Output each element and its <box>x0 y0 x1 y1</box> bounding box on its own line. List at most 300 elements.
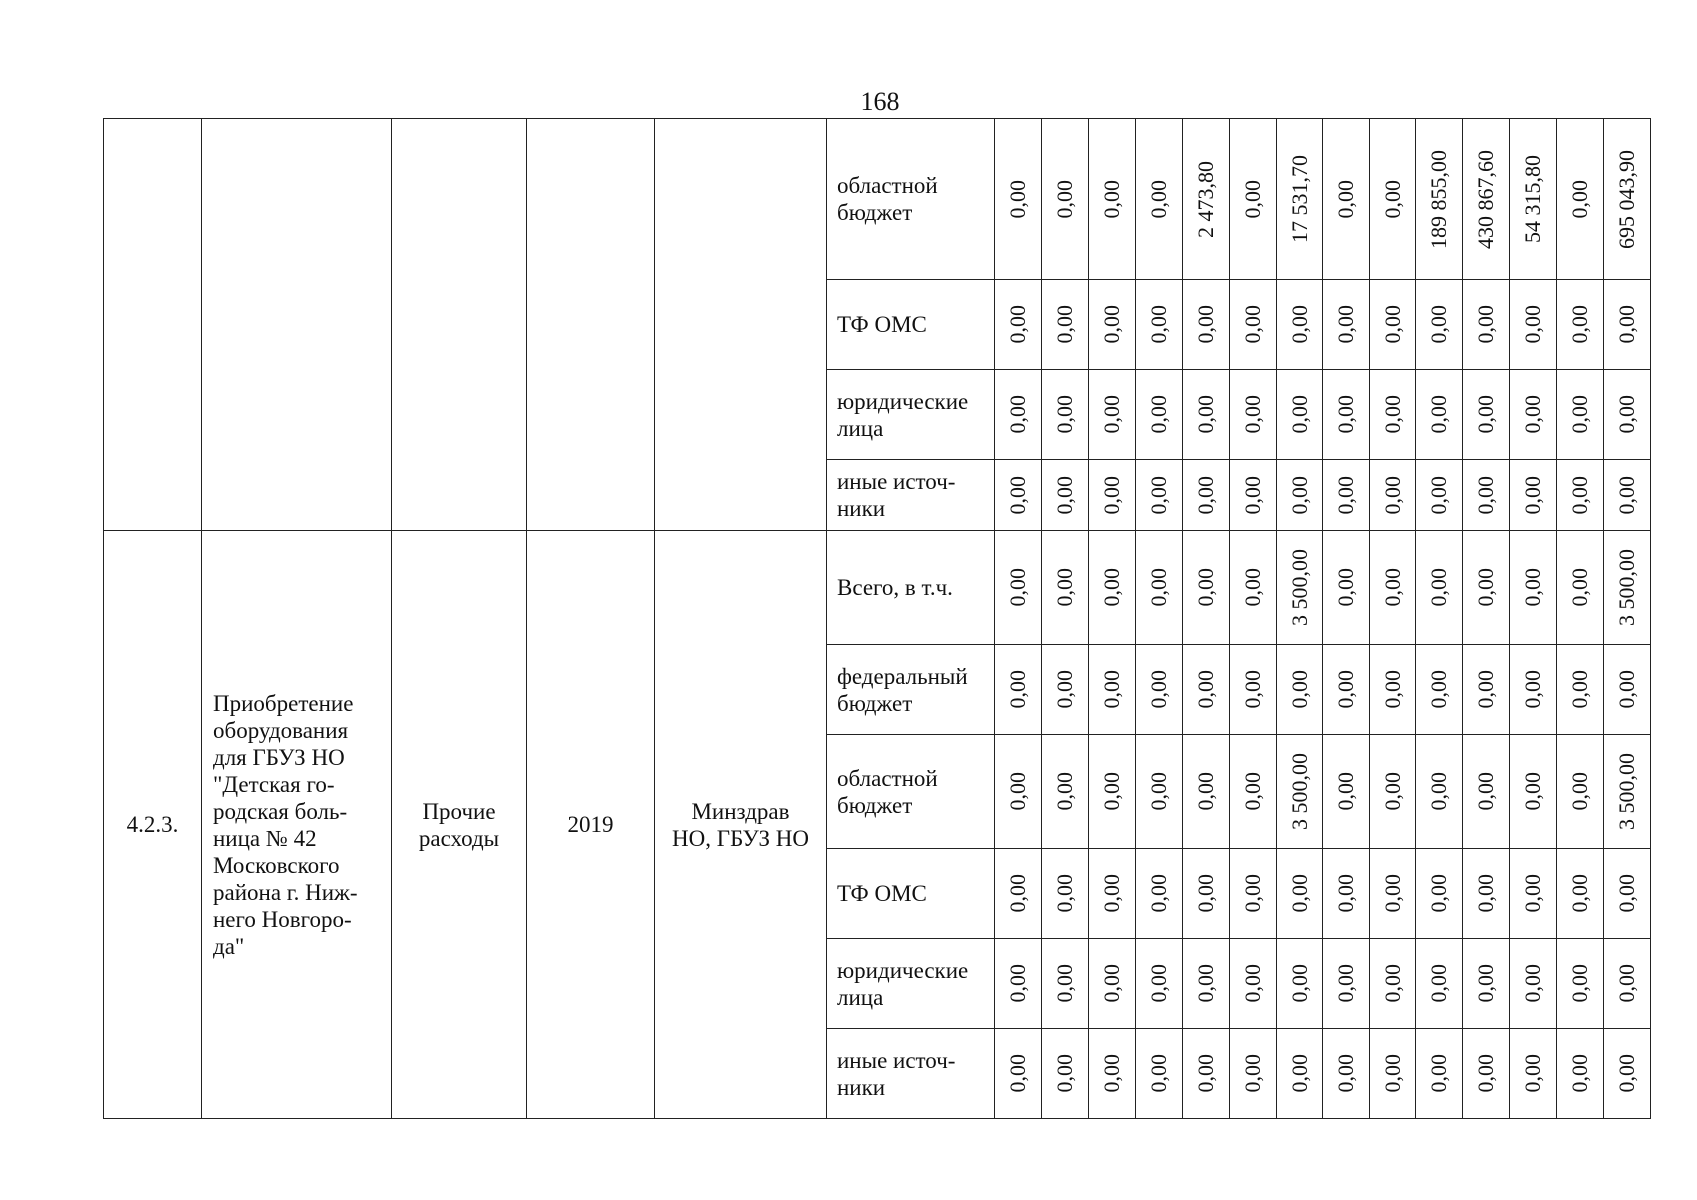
amount-cell <box>1370 645 1416 735</box>
amount-value: 0,00 <box>1567 670 1592 709</box>
amount-value: 0,00 <box>1286 305 1312 344</box>
amount-cell <box>995 939 1042 1029</box>
amount-value: 0,00 <box>1052 179 1077 219</box>
amount-value: 0,00 <box>1240 1054 1265 1093</box>
table-row <box>104 531 1651 645</box>
year-cell <box>527 531 655 1119</box>
amount-cell <box>1323 1029 1370 1119</box>
amount-cell <box>1136 119 1183 280</box>
amount-cell <box>995 119 1042 280</box>
amount-value: 0,00 <box>1473 475 1498 515</box>
amount-value: 0,00 <box>1614 1054 1639 1093</box>
amount-value: 2 473,80 <box>1193 160 1218 238</box>
amount-value: 0,00 <box>1052 772 1077 811</box>
amount-value: 0,00 <box>1099 1054 1124 1093</box>
amount-cell <box>1416 280 1463 370</box>
amount-value: 0,00 <box>1286 874 1312 913</box>
expense-type: Прочие расходы <box>418 798 500 851</box>
amount-cell <box>1510 1029 1557 1119</box>
amount-value: 0,00 <box>1473 568 1498 607</box>
amount-value: 0,00 <box>1240 874 1265 913</box>
amount-cell <box>1277 645 1323 735</box>
item-number: 4.2.3. <box>126 812 179 837</box>
empty-merged-cell <box>392 119 527 531</box>
amount-value: 0,00 <box>1379 568 1405 607</box>
amount-cell <box>1370 119 1416 280</box>
amount-cell <box>1136 645 1183 735</box>
amount-value: 0,00 <box>1193 568 1218 607</box>
amount-cell <box>1510 645 1557 735</box>
empty-merged-cell <box>527 119 655 531</box>
amount-cell <box>1604 939 1651 1029</box>
funding-source-label: ТФ ОМС <box>837 312 927 337</box>
amount-cell <box>1604 849 1651 939</box>
amount-value: 54 315,80 <box>1520 155 1545 243</box>
amount-cell <box>1604 735 1651 849</box>
amount-cell <box>1136 370 1183 460</box>
amount-cell <box>1323 531 1370 645</box>
amount-value: 0,00 <box>1240 395 1265 434</box>
amount-cell <box>1230 849 1277 939</box>
amount-cell <box>1557 460 1604 531</box>
amount-cell <box>1370 1029 1416 1119</box>
year: 2019 <box>567 812 614 837</box>
amount-value: 0,00 <box>1520 772 1545 811</box>
amount-cell <box>1230 645 1277 735</box>
amount-value: 0,00 <box>1520 305 1545 344</box>
amount-value: 0,00 <box>1005 964 1030 1003</box>
amount-cell <box>995 849 1042 939</box>
amount-cell <box>1416 939 1463 1029</box>
amount-cell <box>1557 531 1604 645</box>
amount-value: 0,00 <box>1567 395 1592 434</box>
amount-cell <box>995 280 1042 370</box>
amount-value: 0,00 <box>1193 772 1218 811</box>
amount-value: 0,00 <box>1099 179 1124 219</box>
amount-cell <box>1136 531 1183 645</box>
amount-value: 0,00 <box>1099 475 1124 515</box>
amount-cell <box>1557 735 1604 849</box>
amount-cell <box>1136 280 1183 370</box>
amount-value: 0,00 <box>1099 772 1124 811</box>
amount-cell <box>1183 119 1230 280</box>
amount-value: 0,00 <box>1567 1054 1592 1093</box>
amount-cell <box>1089 280 1136 370</box>
amount-cell <box>1230 460 1277 531</box>
amount-cell <box>1136 1029 1183 1119</box>
funding-source-cell <box>827 735 995 849</box>
amount-value: 0,00 <box>1052 475 1077 515</box>
amount-cell <box>1510 531 1557 645</box>
amount-value: 0,00 <box>1567 475 1592 515</box>
amount-value: 17 531,70 <box>1286 155 1312 243</box>
amount-value: 0,00 <box>1240 305 1265 344</box>
amount-value: 0,00 <box>1099 670 1124 709</box>
amount-cell <box>1089 1029 1136 1119</box>
amount-cell <box>1323 939 1370 1029</box>
amount-cell <box>1370 370 1416 460</box>
amount-cell <box>1183 735 1230 849</box>
amount-cell <box>1277 735 1323 849</box>
amount-value: 0,00 <box>1426 475 1451 515</box>
amount-value: 0,00 <box>1520 568 1545 607</box>
amount-cell <box>1604 645 1651 735</box>
amount-cell <box>1463 1029 1510 1119</box>
amount-cell <box>1510 939 1557 1029</box>
amount-value: 0,00 <box>1005 670 1030 709</box>
amount-value: 0,00 <box>1426 568 1451 607</box>
amount-cell <box>1416 645 1463 735</box>
amount-value: 0,00 <box>1473 670 1498 709</box>
amount-value: 0,00 <box>1379 772 1405 811</box>
funding-source-label: федеральный бюджет <box>837 663 968 716</box>
amount-value: 0,00 <box>1146 772 1171 811</box>
amount-value: 0,00 <box>1333 1054 1358 1093</box>
amount-value: 3 500,00 <box>1614 549 1639 626</box>
amount-value: 3 500,00 <box>1286 753 1312 830</box>
amount-value: 0,00 <box>1426 964 1451 1003</box>
amount-cell <box>995 645 1042 735</box>
amount-cell <box>1604 370 1651 460</box>
amount-cell <box>1510 119 1557 280</box>
amount-value: 0,00 <box>1614 305 1639 344</box>
amount-value: 0,00 <box>1240 670 1265 709</box>
executor-cell <box>655 531 827 1119</box>
amount-value: 3 500,00 <box>1286 549 1312 626</box>
amount-cell <box>1557 1029 1604 1119</box>
amount-value: 0,00 <box>1240 964 1265 1003</box>
page-number: 168 <box>860 87 900 116</box>
amount-cell <box>1557 119 1604 280</box>
amount-value: 0,00 <box>1520 475 1545 515</box>
amount-value: 0,00 <box>1052 305 1077 344</box>
empty-merged-cell <box>104 119 202 531</box>
amount-value: 0,00 <box>1333 568 1358 607</box>
amount-cell <box>1370 460 1416 531</box>
amount-value: 695 043,90 <box>1614 149 1639 249</box>
amount-cell <box>1370 849 1416 939</box>
amount-value: 0,00 <box>1052 670 1077 709</box>
amount-value: 0,00 <box>1520 670 1545 709</box>
amount-cell <box>1042 460 1089 531</box>
amount-cell <box>1089 119 1136 280</box>
amount-value: 0,00 <box>1614 964 1639 1003</box>
funding-source-cell <box>827 645 995 735</box>
amount-value: 0,00 <box>1146 179 1171 219</box>
amount-cell <box>1230 531 1277 645</box>
amount-value: 0,00 <box>1005 874 1030 913</box>
amount-cell <box>1370 939 1416 1029</box>
amount-cell <box>1557 645 1604 735</box>
amount-cell <box>1510 370 1557 460</box>
amount-value: 0,00 <box>1193 395 1218 434</box>
amount-value: 0,00 <box>1099 568 1124 607</box>
amount-value: 0,00 <box>1473 395 1498 434</box>
amount-value: 0,00 <box>1193 1054 1218 1093</box>
amount-cell <box>1183 280 1230 370</box>
amount-cell <box>1463 119 1510 280</box>
funding-source-cell <box>827 119 995 280</box>
amount-value: 0,00 <box>1286 964 1312 1003</box>
amount-value: 0,00 <box>1333 874 1358 913</box>
funding-source-cell <box>827 460 995 531</box>
amount-value: 0,00 <box>1146 568 1171 607</box>
amount-value: 0,00 <box>1052 964 1077 1003</box>
amount-cell <box>1230 1029 1277 1119</box>
amount-cell <box>1277 531 1323 645</box>
amount-value: 3 500,00 <box>1614 753 1639 830</box>
amount-value: 0,00 <box>1426 395 1451 434</box>
amount-value: 0,00 <box>1614 395 1639 434</box>
amount-cell <box>1183 370 1230 460</box>
amount-cell <box>1183 939 1230 1029</box>
amount-cell <box>1323 280 1370 370</box>
funding-source-label: иные источ- ники <box>837 469 956 521</box>
amount-value: 0,00 <box>1567 964 1592 1003</box>
amount-cell <box>1089 849 1136 939</box>
amount-value: 0,00 <box>1146 475 1171 515</box>
amount-cell <box>1042 645 1089 735</box>
amount-cell <box>1604 460 1651 531</box>
amount-value: 0,00 <box>1005 772 1030 811</box>
funding-source-label: юридические лица <box>837 957 969 1010</box>
amount-cell <box>1042 370 1089 460</box>
funding-source-label: областной бюджет <box>837 173 938 225</box>
amount-cell <box>1510 280 1557 370</box>
amount-value: 0,00 <box>1286 475 1312 515</box>
amount-value: 0,00 <box>1146 1054 1171 1093</box>
amount-cell <box>995 1029 1042 1119</box>
amount-value: 0,00 <box>1333 179 1358 219</box>
amount-value: 0,00 <box>1473 874 1498 913</box>
amount-value: 0,00 <box>1052 874 1077 913</box>
amount-value: 0,00 <box>1379 395 1405 434</box>
amount-cell <box>1277 849 1323 939</box>
amount-value: 0,00 <box>1567 874 1592 913</box>
amount-value: 0,00 <box>1614 874 1639 913</box>
amount-cell <box>1042 531 1089 645</box>
amount-cell <box>1604 119 1651 280</box>
amount-cell <box>1277 119 1323 280</box>
amount-cell <box>1230 280 1277 370</box>
amount-value: 0,00 <box>1567 179 1592 219</box>
amount-value: 0,00 <box>1005 395 1030 434</box>
amount-value: 0,00 <box>1333 964 1358 1003</box>
amount-value: 0,00 <box>1379 305 1405 344</box>
amount-cell <box>1463 849 1510 939</box>
amount-cell <box>1042 280 1089 370</box>
amount-cell <box>1042 119 1089 280</box>
amount-value: 0,00 <box>1099 395 1124 434</box>
funding-source-cell <box>827 280 995 370</box>
amount-cell <box>1183 645 1230 735</box>
amount-value: 0,00 <box>1240 772 1265 811</box>
amount-cell <box>1089 735 1136 849</box>
amount-cell <box>1183 531 1230 645</box>
item-name: Приобретение оборудования для ГБУЗ НО "Детская го- родская боль- ница № 42 Московского района г. Ниж- него Новгоро- да" <box>213 690 358 959</box>
amount-value: 0,00 <box>1005 1054 1030 1093</box>
amount-cell <box>1089 460 1136 531</box>
amount-cell <box>995 531 1042 645</box>
amount-cell <box>1136 460 1183 531</box>
amount-cell <box>1604 280 1651 370</box>
amount-cell <box>1042 1029 1089 1119</box>
amount-cell <box>1416 735 1463 849</box>
amount-cell <box>1089 370 1136 460</box>
amount-cell <box>995 735 1042 849</box>
amount-value: 0,00 <box>1193 475 1218 515</box>
amount-cell <box>1230 370 1277 460</box>
amount-value: 0,00 <box>1099 305 1124 344</box>
item-name-cell <box>202 531 392 1119</box>
budget-table-body <box>104 119 1651 1119</box>
amount-value: 0,00 <box>1379 1054 1405 1093</box>
budget-table <box>103 118 1651 1119</box>
amount-cell <box>1323 460 1370 531</box>
amount-value: 0,00 <box>1473 964 1498 1003</box>
amount-cell <box>1416 460 1463 531</box>
amount-value: 0,00 <box>1146 874 1171 913</box>
funding-source-cell <box>827 531 995 645</box>
amount-cell <box>1230 939 1277 1029</box>
funding-source-label: областной бюджет <box>837 765 938 818</box>
amount-value: 430 867,60 <box>1473 149 1498 249</box>
amount-value: 0,00 <box>1333 305 1358 344</box>
amount-value: 0,00 <box>1005 305 1030 344</box>
amount-value: 0,00 <box>1426 1054 1451 1093</box>
amount-cell <box>1323 119 1370 280</box>
amount-value: 0,00 <box>1146 305 1171 344</box>
amount-cell <box>1604 1029 1651 1119</box>
amount-value: 0,00 <box>1520 1054 1545 1093</box>
empty-merged-cell <box>202 119 392 531</box>
executor: Минздрав НО, ГБУЗ НО <box>672 798 809 851</box>
amount-cell <box>1370 735 1416 849</box>
funding-source-cell <box>827 849 995 939</box>
amount-value: 0,00 <box>1052 568 1077 607</box>
amount-value: 0,00 <box>1426 305 1451 344</box>
amount-value: 0,00 <box>1473 305 1498 344</box>
amount-value: 0,00 <box>1520 395 1545 434</box>
amount-cell <box>1557 849 1604 939</box>
amount-cell <box>1463 370 1510 460</box>
amount-cell <box>1323 735 1370 849</box>
amount-value: 0,00 <box>1099 874 1124 913</box>
amount-cell <box>1230 735 1277 849</box>
amount-cell <box>1323 370 1370 460</box>
funding-source-cell <box>827 1029 995 1119</box>
amount-value: 0,00 <box>1240 179 1265 219</box>
amount-cell <box>1277 939 1323 1029</box>
amount-cell <box>1089 645 1136 735</box>
amount-cell <box>1463 645 1510 735</box>
amount-cell <box>1604 531 1651 645</box>
amount-cell <box>1277 460 1323 531</box>
amount-cell <box>1510 735 1557 849</box>
amount-cell <box>1183 1029 1230 1119</box>
amount-value: 0,00 <box>1333 395 1358 434</box>
amount-value: 0,00 <box>1286 395 1312 434</box>
amount-value: 0,00 <box>1005 179 1030 219</box>
amount-value: 0,00 <box>1333 772 1358 811</box>
amount-cell <box>1323 849 1370 939</box>
amount-cell <box>1416 1029 1463 1119</box>
amount-cell <box>1277 370 1323 460</box>
funding-source-cell <box>827 939 995 1029</box>
amount-value: 0,00 <box>1052 1054 1077 1093</box>
amount-value: 0,00 <box>1520 874 1545 913</box>
amount-value: 0,00 <box>1567 772 1592 811</box>
amount-value: 0,00 <box>1333 475 1358 515</box>
amount-cell <box>1089 531 1136 645</box>
amount-cell <box>1510 849 1557 939</box>
amount-cell <box>1510 460 1557 531</box>
amount-cell <box>1136 735 1183 849</box>
amount-cell <box>1463 939 1510 1029</box>
amount-cell <box>1277 1029 1323 1119</box>
amount-cell <box>1463 531 1510 645</box>
amount-value: 0,00 <box>1286 1054 1312 1093</box>
amount-value: 0,00 <box>1333 670 1358 709</box>
amount-cell <box>995 460 1042 531</box>
amount-cell <box>1557 370 1604 460</box>
amount-value: 0,00 <box>1193 874 1218 913</box>
amount-value: 189 855,00 <box>1426 149 1451 249</box>
amount-value: 0,00 <box>1379 179 1405 219</box>
amount-cell <box>1557 939 1604 1029</box>
amount-value: 0,00 <box>1005 568 1030 607</box>
amount-cell <box>1323 645 1370 735</box>
empty-merged-cell <box>655 119 827 531</box>
amount-value: 0,00 <box>1520 964 1545 1003</box>
amount-cell <box>1557 280 1604 370</box>
amount-value: 0,00 <box>1240 568 1265 607</box>
amount-value: 0,00 <box>1379 964 1405 1003</box>
amount-cell <box>1463 280 1510 370</box>
amount-value: 0,00 <box>1193 305 1218 344</box>
funding-source-label: юридические лица <box>837 388 969 441</box>
amount-cell <box>1416 119 1463 280</box>
amount-cell <box>1463 735 1510 849</box>
amount-value: 0,00 <box>1052 395 1077 434</box>
amount-cell <box>1416 531 1463 645</box>
amount-cell <box>995 370 1042 460</box>
amount-value: 0,00 <box>1146 964 1171 1003</box>
amount-value: 0,00 <box>1426 670 1451 709</box>
amount-cell <box>1042 939 1089 1029</box>
amount-value: 0,00 <box>1614 670 1639 709</box>
funding-source-cell <box>827 370 995 460</box>
table-row <box>104 119 1651 280</box>
amount-cell <box>1370 531 1416 645</box>
amount-value: 0,00 <box>1193 964 1218 1003</box>
amount-value: 0,00 <box>1099 964 1124 1003</box>
amount-value: 0,00 <box>1567 568 1592 607</box>
item-number-cell <box>104 531 202 1119</box>
expense-type-cell <box>392 531 527 1119</box>
amount-value: 0,00 <box>1426 874 1451 913</box>
funding-source-label: Всего, в т.ч. <box>837 575 953 600</box>
amount-cell <box>1416 370 1463 460</box>
amount-value: 0,00 <box>1426 772 1451 811</box>
amount-cell <box>1136 849 1183 939</box>
amount-cell <box>1183 849 1230 939</box>
amount-value: 0,00 <box>1379 475 1405 515</box>
amount-value: 0,00 <box>1005 475 1030 515</box>
amount-cell <box>1370 280 1416 370</box>
amount-cell <box>1136 939 1183 1029</box>
amount-value: 0,00 <box>1286 670 1312 709</box>
